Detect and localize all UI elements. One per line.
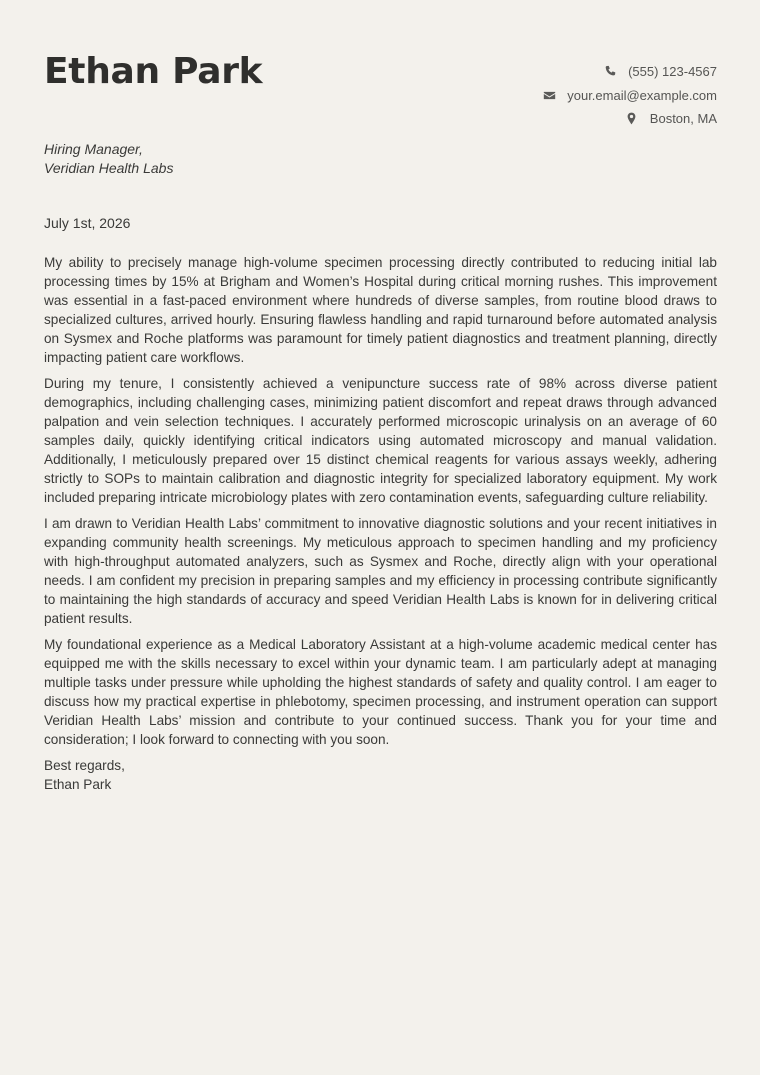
closing-signature: Ethan Park [44, 777, 112, 792]
recipient-block [44, 140, 173, 178]
body-paragraph: During my tenure, I consistently achieved a venipuncture success rate of 98% across diverse patient demographics, including challenging cases, minimizing patient discomfort and repeat draws through advanced palpation and vein selection techniques. I accurately performed microscopic urinalysis on an average of 60 samples daily, quickly identifying critical indicators using automated microscopy and manual validation. Additionally, I meticulously prepared over 15 distinct chemical reagents for various assays weekly, adhering strictly to SOPs to maintain calibration and diagnostic integrity for specialized laboratory equipment. My work included preparing intricate microbiology plates with zero contamination events, safeguarding culture reliability. [44, 376, 717, 505]
body-paragraph: My foundational experience as a Medical Laboratory Assistant at a high-volume academic medical center has equipped me with the skills necessary to excel within your dynamic team. I am particularly adept at managing multiple tasks under pressure while upholding the highest standards of safety and quality control. I am eager to discuss how my practical expertise in phlebotomy, specimen processing, and instrument operation can support Veridian Health Labs’ mission and contribute to your continued success. Thank you for your time and consideration; I look forward to connecting with you soon. [44, 637, 717, 747]
applicant-name: Ethan Park [44, 51, 263, 92]
phone-icon [603, 65, 617, 79]
closing-salutation: Best regards, [44, 758, 125, 773]
recipient-title: Hiring Manager, [44, 141, 143, 157]
cover-letter-page [44, 0, 717, 1075]
contact-location-row [542, 107, 717, 131]
closing-block [44, 756, 717, 794]
body-paragraph: I am drawn to Veridian Health Labs’ commitment to innovative diagnostic solutions and your recent initiatives in expanding community health screenings. My meticulous approach to specimen handling and my proficiency with high-throughput automated analyzers, such as Sysmex and Roche, directly align with your operational needs. I am confident my precision in preparing samples and my efficiency in processing contribute significantly to maintaining the high standards of accuracy and speed Veridian Health Labs is known for in delivering critical patient results. [44, 516, 717, 626]
body-paragraph: My ability to precisely manage high-volume specimen processing directly contributed to reducing initial lab processing times by 15% at Brigham and Women’s Hospital during critical morning rushes. This improvement was essential in a fast-paced environment where hundreds of diverse samples, from routine blood draws to specialized cultures, arrived hourly. Ensuring flawless handling and rapid turnaround before automated analysis on Sysmex and Roche platforms was paramount for timely patient diagnostics and treatment planning, directly impacting patient care workflows. [44, 255, 717, 365]
envelope-icon [542, 88, 556, 102]
contact-phone: (555) 123-4567 [628, 64, 717, 80]
letter-body [44, 253, 717, 794]
contact-email: your.email@example.com [567, 87, 717, 103]
contact-email-row [542, 84, 717, 108]
contact-block [542, 60, 717, 131]
contact-phone-row [542, 60, 717, 84]
recipient-company: Veridian Health Labs [44, 160, 174, 176]
letter-date: July 1st, 2026 [44, 215, 131, 231]
map-pin-icon [625, 112, 639, 126]
contact-location: Boston, MA [649, 111, 717, 127]
